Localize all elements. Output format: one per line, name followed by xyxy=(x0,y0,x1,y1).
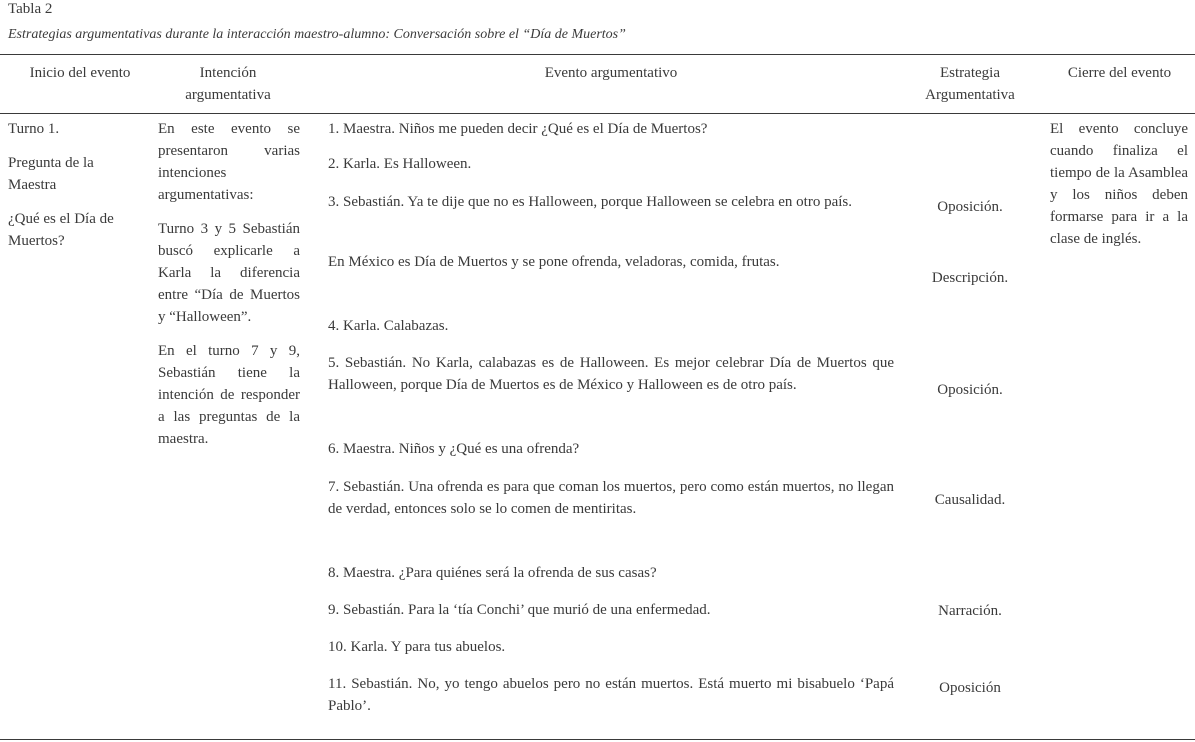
inicio-line: Turno 1. xyxy=(8,121,60,137)
strategy-label: Narración. xyxy=(938,603,1002,619)
table-label: Tabla 2 xyxy=(8,1,53,17)
inicio-line: ¿Qué es el Día de Muertos? xyxy=(8,211,114,249)
turn-4: 4. Karla. Calabazas. xyxy=(328,318,449,334)
turn-3: 3. Sebastián. Ya te dije que no es Halloween, porque Halloween se celebra en otro país. xyxy=(328,194,853,210)
intencion-paragraph: En este evento se presentaron varias intenciones argumentativas: xyxy=(158,121,300,203)
strategy-label: Oposición xyxy=(939,680,1001,696)
inicio-column xyxy=(8,118,138,264)
table-title: Estrategias argumentativas durante la interacción maestro-alumno: Conversación sobre el “Día de Muertos” xyxy=(8,27,626,42)
intencion-paragraph: Turno 3 y 5 Sebastián buscó explicarle a Karla la diferencia entre “Día de Muertos y “Halloween”. xyxy=(158,221,300,325)
header-inicio: Inicio del evento xyxy=(29,65,131,81)
turn-1: 1. Maestra. Niños me pueden decir ¿Qué es el Día de Muertos? xyxy=(328,121,708,137)
bottom-rule xyxy=(0,739,1195,740)
cierre-column xyxy=(1050,118,1188,262)
intencion-paragraph: En el turno 7 y 9, Sebastián tiene la intención de responder a las preguntas de la maestra. xyxy=(158,343,300,447)
header-cierre: Cierre del evento xyxy=(1067,65,1172,81)
header-estrategia: Estrategia Argumentativa xyxy=(925,65,1015,103)
turn-3-continued: En México es Día de Muertos y se pone ofrenda, veladoras, comida, frutas. xyxy=(328,254,780,270)
header-evento: Evento argumentativo xyxy=(544,65,678,81)
cierre-paragraph: El evento concluye cuando finaliza el tiempo de la Asamblea y los niños deben formarse para ir a la clase de inglés. xyxy=(1050,121,1188,247)
top-rule xyxy=(0,54,1195,55)
turn-8: 8. Maestra. ¿Para quiénes será la ofrenda de sus casas? xyxy=(328,565,657,581)
turn-11: 11. Sebastián. No, yo tengo abuelos pero no están muertos. Está muerto mi bisabuelo ‘Papá Pablo’. xyxy=(328,676,894,714)
turn-2: 2. Karla. Es Halloween. xyxy=(328,156,472,172)
strategy-label: Descripción. xyxy=(931,270,1009,286)
turn-5: 5. Sebastián. No Karla, calabazas es de Halloween. Es mejor celebrar Día de Muertos que Halloween, porque Día de Muertos es de México y Halloween es de otro país. xyxy=(328,355,894,393)
strategy-label: Oposición. xyxy=(937,382,1003,398)
turn-6: 6. Maestra. Niños y ¿Qué es una ofrenda? xyxy=(328,441,580,457)
turn-7: 7. Sebastián. Una ofrenda es para que coman los muertos, pero como están muertos, no llegan de verdad, entonces solo se lo comen de mentiritas. xyxy=(328,479,894,517)
strategy-label: Causalidad. xyxy=(934,492,1006,508)
inicio-line: Pregunta de la Maestra xyxy=(8,155,94,193)
turn-10: 10. Karla. Y para tus abuelos. xyxy=(328,639,506,655)
header-intencion: Intención argumentativa xyxy=(185,65,271,103)
intencion-column xyxy=(158,118,300,462)
strategy-label: Oposición. xyxy=(937,199,1003,215)
header-rule xyxy=(0,113,1195,114)
turn-9: 9. Sebastián. Para la ‘tía Conchi’ que murió de una enfermedad. xyxy=(328,602,711,618)
